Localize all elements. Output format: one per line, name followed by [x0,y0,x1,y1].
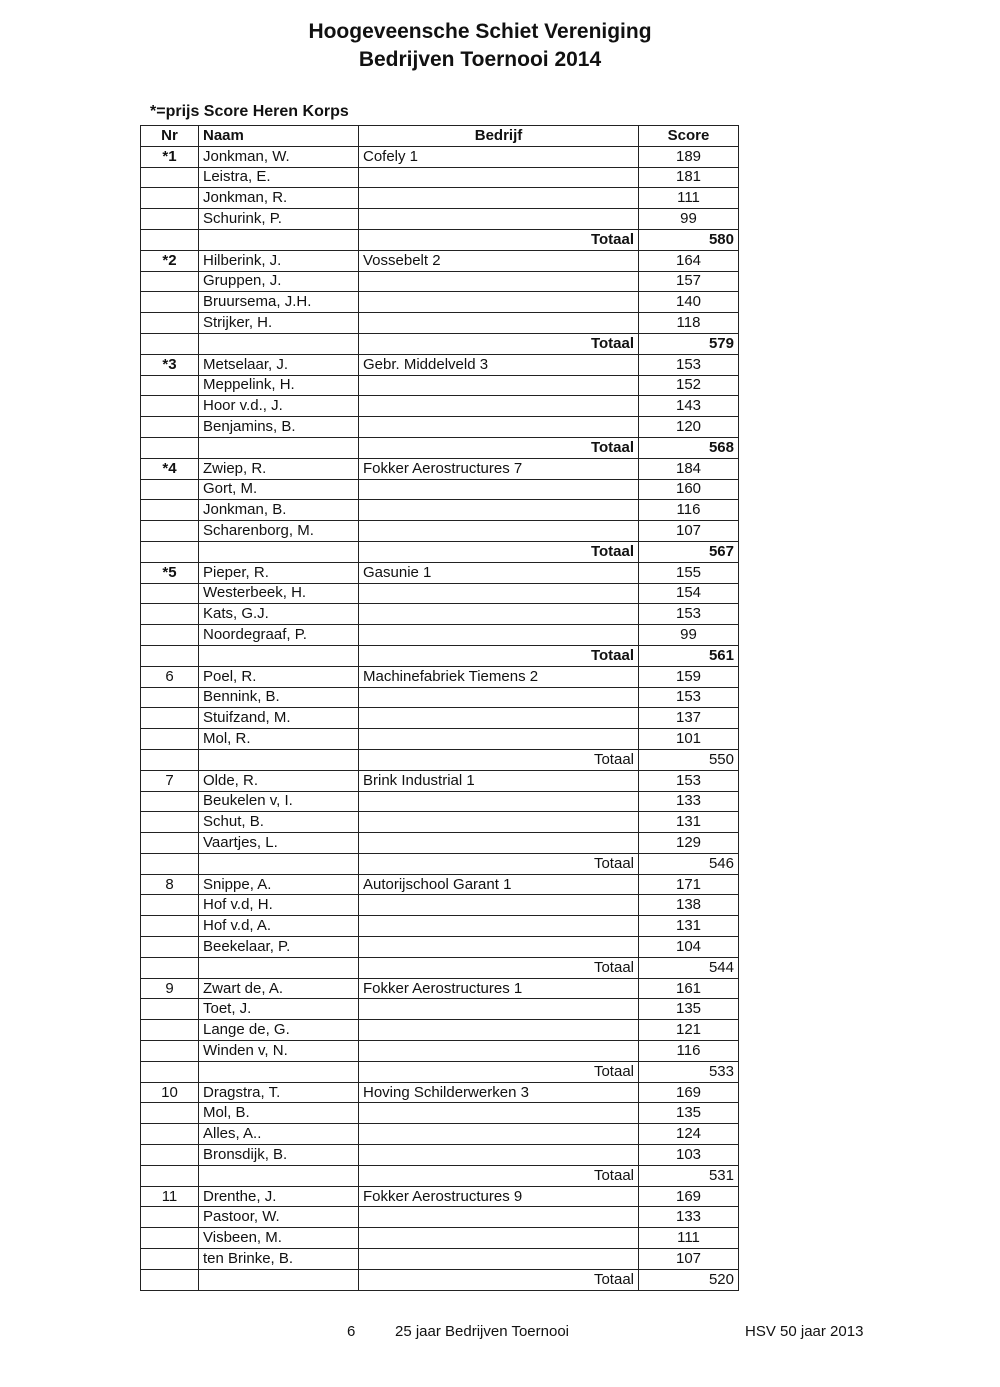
table-row [141,500,739,521]
member-score: 101 [639,729,739,750]
team-bedrijf [359,937,639,958]
team-nr [141,479,199,500]
team-total: 580 [639,229,739,250]
team-bedrijf [359,791,639,812]
total-label: Totaal [359,645,639,666]
total-nr-empty [141,749,199,770]
table-row [141,666,739,687]
member-naam: Lange de, G. [199,1020,359,1041]
team-nr [141,1228,199,1249]
table-row [141,916,739,937]
member-score: 143 [639,396,739,417]
member-score: 111 [639,1228,739,1249]
table-row [141,1207,739,1228]
total-nr-empty [141,1165,199,1186]
team-nr: *3 [141,354,199,375]
team-nr [141,1207,199,1228]
table-row [141,874,739,895]
table-row [141,167,739,188]
table-row [141,188,739,209]
member-score: 133 [639,791,739,812]
member-score: 160 [639,479,739,500]
member-naam: Stuifzand, M. [199,708,359,729]
total-row [141,853,739,874]
member-naam: Gruppen, J. [199,271,359,292]
member-naam: Dragstra, T. [199,1082,359,1103]
member-naam: Alles, A.. [199,1124,359,1145]
team-nr [141,916,199,937]
team-nr [141,1249,199,1270]
document-title: Hoogeveensche Schiet Vereniging [308,20,652,43]
total-label: Totaal [359,437,639,458]
team-bedrijf [359,1041,639,1062]
member-naam: Bronsdijk, B. [199,1145,359,1166]
total-naam-empty [199,853,359,874]
member-score: 99 [639,209,739,230]
team-bedrijf [359,417,639,438]
team-bedrijf [359,687,639,708]
team-nr [141,625,199,646]
table-row [141,354,739,375]
member-score: 129 [639,833,739,854]
member-naam: Benjamins, B. [199,417,359,438]
total-row [141,541,739,562]
table-row [141,1249,739,1270]
table-row [141,937,739,958]
member-naam: Hof v.d, H. [199,895,359,916]
team-bedrijf [359,479,639,500]
column-header-score: Score [639,126,739,147]
member-score: 121 [639,1020,739,1041]
team-total: 567 [639,541,739,562]
member-naam: Hilberink, J. [199,250,359,271]
member-score: 135 [639,1103,739,1124]
team-bedrijf: Gasunie 1 [359,562,639,583]
column-header-nr: Nr [141,126,199,147]
team-bedrijf: Fokker Aerostructures 9 [359,1186,639,1207]
member-score: 189 [639,146,739,167]
footer-center-text: 25 jaar Bedrijven Toernooi [395,1323,570,1340]
member-naam: Leistra, E. [199,167,359,188]
table-row [141,250,739,271]
team-nr: 7 [141,770,199,791]
total-naam-empty [199,957,359,978]
team-nr: 6 [141,666,199,687]
team-bedrijf [359,271,639,292]
team-total: 544 [639,957,739,978]
team-bedrijf [359,292,639,313]
team-bedrijf [359,1124,639,1145]
team-bedrijf: Hoving Schilderwerken 3 [359,1082,639,1103]
table-row [141,1020,739,1041]
table-row [141,895,739,916]
team-bedrijf: Vossebelt 2 [359,250,639,271]
member-score: 131 [639,916,739,937]
member-score: 153 [639,604,739,625]
member-naam: Drenthe, J. [199,1186,359,1207]
total-label: Totaal [359,1061,639,1082]
team-total: 568 [639,437,739,458]
team-bedrijf [359,1020,639,1041]
team-bedrijf [359,521,639,542]
team-nr [141,500,199,521]
team-nr [141,167,199,188]
team-nr: *2 [141,250,199,271]
member-score: 171 [639,874,739,895]
table-row [141,604,739,625]
team-nr [141,1041,199,1062]
member-score: 184 [639,458,739,479]
footer-page-number: 6 [347,1323,356,1340]
total-row [141,957,739,978]
table-row [141,708,739,729]
member-naam: Toet, J. [199,999,359,1020]
team-nr [141,708,199,729]
team-bedrijf: Brink Industrial 1 [359,770,639,791]
member-naam: Hoor v.d., J. [199,396,359,417]
total-label: Totaal [359,541,639,562]
team-nr [141,1145,199,1166]
total-nr-empty [141,229,199,250]
member-naam: Gort, M. [199,479,359,500]
team-bedrijf [359,500,639,521]
team-total: 550 [639,749,739,770]
total-nr-empty [141,333,199,354]
member-score: 116 [639,500,739,521]
total-naam-empty [199,1061,359,1082]
member-naam: Olde, R. [199,770,359,791]
table-row [141,313,739,334]
team-bedrijf [359,833,639,854]
table-row [141,1145,739,1166]
member-naam: Metselaar, J. [199,354,359,375]
total-row [141,1061,739,1082]
member-naam: Schurink, P. [199,209,359,230]
table-row [141,146,739,167]
total-row [141,1269,739,1290]
member-score: 104 [639,937,739,958]
member-naam: Zwiep, R. [199,458,359,479]
member-score: 137 [639,708,739,729]
member-naam: Winden v, N. [199,1041,359,1062]
total-label: Totaal [359,957,639,978]
total-naam-empty [199,749,359,770]
team-bedrijf [359,209,639,230]
member-score: 155 [639,562,739,583]
footer-right-text: HSV 50 jaar 2013 [745,1323,864,1340]
total-naam-empty [199,541,359,562]
member-score: 120 [639,417,739,438]
team-nr [141,687,199,708]
member-naam: ten Brinke, B. [199,1249,359,1270]
team-nr [141,895,199,916]
total-nr-empty [141,853,199,874]
table-row [141,1124,739,1145]
team-bedrijf [359,625,639,646]
score-table [140,125,739,1291]
member-score: 153 [639,770,739,791]
team-bedrijf [359,167,639,188]
member-naam: Jonkman, W. [199,146,359,167]
member-naam: Scharenborg, M. [199,521,359,542]
team-nr [141,604,199,625]
member-naam: Vaartjes, L. [199,833,359,854]
member-naam: Bruursema, J.H. [199,292,359,313]
team-nr [141,1124,199,1145]
total-label: Totaal [359,749,639,770]
table-row [141,521,739,542]
table-row [141,999,739,1020]
team-nr: *1 [141,146,199,167]
table-row [141,833,739,854]
member-naam: Bennink, B. [199,687,359,708]
team-total: 546 [639,853,739,874]
team-bedrijf [359,1249,639,1270]
total-label: Totaal [359,229,639,250]
team-bedrijf [359,708,639,729]
table-body [141,146,739,1290]
table-row [141,479,739,500]
team-nr: 11 [141,1186,199,1207]
total-nr-empty [141,957,199,978]
table-row [141,271,739,292]
section-heading: *=prijs Score Heren Korps [150,103,349,120]
team-nr [141,583,199,604]
team-bedrijf [359,1207,639,1228]
total-label: Totaal [359,853,639,874]
team-bedrijf [359,583,639,604]
table-row [141,1186,739,1207]
total-naam-empty [199,1165,359,1186]
member-naam: Meppelink, H. [199,375,359,396]
member-naam: Visbeen, M. [199,1228,359,1249]
total-nr-empty [141,437,199,458]
table-row [141,209,739,230]
table-row [141,729,739,750]
member-naam: Beukelen v, I. [199,791,359,812]
member-score: 103 [639,1145,739,1166]
member-naam: Jonkman, R. [199,188,359,209]
table-row [141,583,739,604]
team-bedrijf [359,895,639,916]
total-naam-empty [199,1269,359,1290]
total-nr-empty [141,541,199,562]
team-total: 531 [639,1165,739,1186]
document-subtitle: Bedrijven Toernooi 2014 [358,48,602,71]
team-bedrijf: Gebr. Middelveld 3 [359,354,639,375]
team-total: 520 [639,1269,739,1290]
team-nr [141,937,199,958]
member-naam: Pastoor, W. [199,1207,359,1228]
member-naam: Westerbeek, H. [199,583,359,604]
team-bedrijf [359,396,639,417]
team-bedrijf [359,812,639,833]
total-row [141,749,739,770]
member-naam: Mol, R. [199,729,359,750]
member-score: 152 [639,375,739,396]
team-nr [141,417,199,438]
team-nr [141,999,199,1020]
total-nr-empty [141,1061,199,1082]
member-score: 133 [639,1207,739,1228]
member-score: 164 [639,250,739,271]
team-bedrijf [359,916,639,937]
total-nr-empty [141,1269,199,1290]
team-nr: *4 [141,458,199,479]
table-row [141,562,739,583]
member-score: 99 [639,625,739,646]
member-score: 153 [639,354,739,375]
table-row [141,812,739,833]
team-bedrijf: Fokker Aerostructures 1 [359,978,639,999]
team-bedrijf [359,604,639,625]
total-naam-empty [199,229,359,250]
member-score: 140 [639,292,739,313]
team-nr: *5 [141,562,199,583]
team-bedrijf [359,999,639,1020]
team-bedrijf [359,313,639,334]
team-nr [141,1103,199,1124]
team-bedrijf: Autorijschool Garant 1 [359,874,639,895]
team-bedrijf: Cofely 1 [359,146,639,167]
team-total: 579 [639,333,739,354]
team-nr [141,396,199,417]
member-naam: Kats, G.J. [199,604,359,625]
team-nr [141,188,199,209]
team-total: 561 [639,645,739,666]
total-naam-empty [199,333,359,354]
team-nr [141,833,199,854]
member-naam: Mol, B. [199,1103,359,1124]
member-naam: Snippe, A. [199,874,359,895]
team-bedrijf [359,375,639,396]
member-score: 138 [639,895,739,916]
team-nr [141,271,199,292]
team-bedrijf [359,1145,639,1166]
total-row [141,333,739,354]
team-bedrijf [359,729,639,750]
team-nr [141,375,199,396]
team-bedrijf [359,1228,639,1249]
table-row [141,292,739,313]
member-score: 169 [639,1082,739,1103]
table-row [141,1103,739,1124]
member-naam: Beekelaar, P. [199,937,359,958]
total-row [141,437,739,458]
member-naam: Noordegraaf, P. [199,625,359,646]
member-naam: Pieper, R. [199,562,359,583]
team-nr [141,209,199,230]
member-score: 169 [639,1186,739,1207]
team-nr [141,521,199,542]
team-nr [141,812,199,833]
total-row [141,1165,739,1186]
table-row [141,417,739,438]
team-bedrijf [359,188,639,209]
member-score: 161 [639,978,739,999]
team-nr [141,292,199,313]
member-score: 157 [639,271,739,292]
team-nr: 8 [141,874,199,895]
member-score: 107 [639,521,739,542]
member-naam: Hof v.d, A. [199,916,359,937]
team-nr [141,729,199,750]
table-row [141,396,739,417]
total-label: Totaal [359,333,639,354]
total-label: Totaal [359,1165,639,1186]
total-row [141,645,739,666]
member-naam: Schut, B. [199,812,359,833]
team-bedrijf: Machinefabriek Tiemens 2 [359,666,639,687]
member-score: 111 [639,188,739,209]
team-nr: 10 [141,1082,199,1103]
table-row [141,1228,739,1249]
table-row [141,687,739,708]
member-score: 124 [639,1124,739,1145]
member-naam: Jonkman, B. [199,500,359,521]
total-row [141,229,739,250]
total-naam-empty [199,437,359,458]
member-score: 135 [639,999,739,1020]
table-row [141,1082,739,1103]
total-nr-empty [141,645,199,666]
member-naam: Strijker, H. [199,313,359,334]
member-score: 116 [639,1041,739,1062]
table-row [141,1041,739,1062]
team-total: 533 [639,1061,739,1082]
table-row [141,978,739,999]
member-score: 131 [639,812,739,833]
column-header-bedrijf: Bedrijf [359,126,639,147]
team-nr [141,1020,199,1041]
table-row [141,770,739,791]
total-naam-empty [199,645,359,666]
table-header-row [141,126,739,147]
member-naam: Poel, R. [199,666,359,687]
team-bedrijf: Fokker Aerostructures 7 [359,458,639,479]
table-row [141,625,739,646]
table-row [141,458,739,479]
table-row [141,375,739,396]
team-nr: 9 [141,978,199,999]
member-score: 159 [639,666,739,687]
table-row [141,791,739,812]
team-bedrijf [359,1103,639,1124]
member-score: 181 [639,167,739,188]
column-header-naam: Naam [199,126,359,147]
member-naam: Zwart de, A. [199,978,359,999]
team-nr [141,791,199,812]
member-score: 118 [639,313,739,334]
team-nr [141,313,199,334]
member-score: 154 [639,583,739,604]
member-score: 107 [639,1249,739,1270]
total-label: Totaal [359,1269,639,1290]
member-score: 153 [639,687,739,708]
